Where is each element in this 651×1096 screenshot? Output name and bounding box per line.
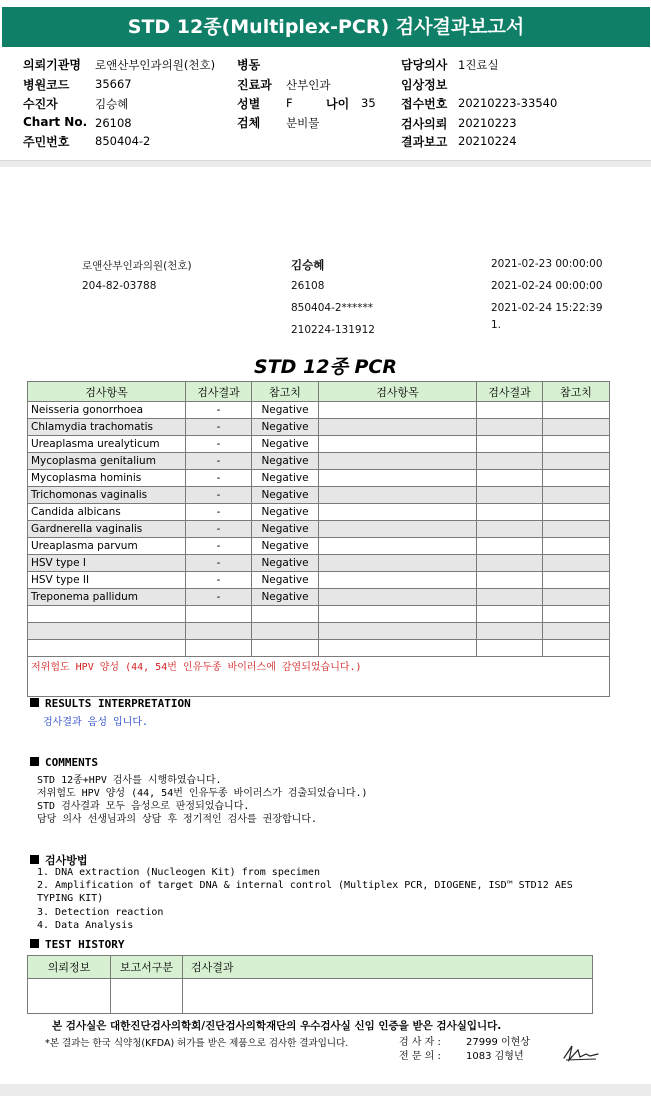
- test-reference: Negative: [252, 555, 319, 572]
- test-result: -: [186, 453, 252, 470]
- test-item: HSV type II: [28, 572, 186, 589]
- pcr-title: STD 12종 PCR: [254, 356, 397, 378]
- report-header: [0, 48, 651, 160]
- test-result: -: [186, 589, 252, 606]
- value-report-date: 20210224: [458, 134, 517, 148]
- info-chart: 26108: [291, 280, 325, 292]
- table-row: [28, 538, 610, 555]
- method-line: 4. Data Analysis: [37, 920, 134, 931]
- value-specimen: 분비물: [286, 116, 320, 130]
- comment-line: 저위험도 HPV 양성 (44, 54번 인유두종 바이러스가 검출되었습니다.): [37, 788, 368, 799]
- test-item: Candida albicans: [28, 504, 186, 521]
- results-text: 검사결과 음성 입니다.: [43, 717, 149, 728]
- info-business-no: 204-82-03788: [82, 280, 157, 292]
- square-bullet-icon: [30, 855, 39, 864]
- test-reference: Negative: [252, 436, 319, 453]
- results-table: [27, 381, 610, 697]
- info-date1: 2021-02-23 00:00:00: [491, 258, 603, 270]
- specialist-label: 전 문 의 :: [399, 1051, 441, 1062]
- table-row-empty: [28, 640, 610, 657]
- table-row: [28, 487, 610, 504]
- table-row: [28, 436, 610, 453]
- test-reference: Negative: [252, 419, 319, 436]
- method-line: 3. Detection reaction: [37, 907, 164, 918]
- method-line: 1. DNA extraction (Nucleogen Kit) from specimen: [37, 867, 320, 878]
- table-row-empty: [28, 623, 610, 640]
- results-heading: RESULTS INTERPRETATION: [30, 697, 191, 710]
- label-report-date: 결과보고: [401, 135, 448, 149]
- test-result: -: [186, 538, 252, 555]
- test-item: Treponema pallidum: [28, 589, 186, 606]
- value-hospital: 로앤산부인과의원(천호): [95, 58, 216, 72]
- method-line: 2. Amplification of target DNA & internal control (Multiplex PCR, DIOGENE, ISD™ STD12 AES: [37, 880, 573, 891]
- test-result: -: [186, 470, 252, 487]
- test-reference: Negative: [252, 402, 319, 419]
- comment-line: STD 12종+HPV 검사를 시행하였습니다.: [37, 775, 222, 786]
- info-date3: 2021-02-24 15:22:39: [491, 302, 603, 314]
- test-reference: Negative: [252, 521, 319, 538]
- square-bullet-icon: [30, 757, 39, 766]
- table-row: [28, 589, 610, 606]
- table-row-empty: [28, 606, 610, 623]
- info-hospital: 로앤산부인과의원(천호): [82, 260, 192, 272]
- table-row: [28, 521, 610, 538]
- label-hospital-code: 병원코드: [23, 78, 70, 92]
- test-result: -: [186, 555, 252, 572]
- label-resident-no: 주민번호: [23, 135, 70, 149]
- test-item: Trichomonas vaginalis: [28, 487, 186, 504]
- label-request-date: 검사의뢰: [401, 117, 448, 131]
- signature-icon: [560, 1040, 602, 1064]
- value-resident-no: 850404-2: [95, 134, 151, 148]
- test-result: -: [186, 521, 252, 538]
- label-specimen: 검체: [237, 116, 261, 130]
- test-result: -: [186, 487, 252, 504]
- test-result: -: [186, 419, 252, 436]
- history-table: [27, 955, 593, 1014]
- history-col-request: 의뢰정보: [28, 956, 111, 979]
- label-clinical-info: 임상정보: [401, 78, 448, 92]
- label-receipt-no: 접수번호: [401, 97, 448, 111]
- value-request-date: 20210223: [458, 116, 517, 130]
- label-department: 진료과: [237, 78, 272, 92]
- method-heading: 검사방법: [30, 852, 88, 868]
- test-item: Gardnerella vaginalis: [28, 521, 186, 538]
- square-bullet-icon: [30, 698, 39, 707]
- specialist-value: 1083 김형년: [466, 1051, 524, 1062]
- tester-label: 검 사 자 :: [399, 1037, 441, 1048]
- label-sex: 성별: [237, 97, 261, 111]
- test-reference: Negative: [252, 589, 319, 606]
- value-chart-no: 26108: [95, 116, 132, 130]
- table-note-row: [28, 657, 610, 697]
- test-item: Mycoplasma hominis: [28, 470, 186, 487]
- test-result: -: [186, 572, 252, 589]
- hpv-note: 저위험도 HPV 양성 (44, 54번 인유두종 바이러스에 감염되었습니다.): [28, 657, 610, 697]
- info-resident: 850404-2******: [291, 302, 374, 314]
- test-result: -: [186, 504, 252, 521]
- header-separator: [0, 160, 651, 167]
- table-row: [28, 453, 610, 470]
- test-reference: Negative: [252, 453, 319, 470]
- method-line: TYPING KIT): [37, 893, 104, 904]
- test-item: Mycoplasma genitalium: [28, 453, 186, 470]
- col-header-reference-2: 참고치: [543, 382, 610, 402]
- test-reference: Negative: [252, 504, 319, 521]
- table-row: [28, 504, 610, 521]
- history-col-report-type: 보고서구분: [111, 956, 183, 979]
- test-reference: Negative: [252, 487, 319, 504]
- label-ward: 병동: [237, 58, 261, 72]
- label-patient: 수진자: [23, 97, 58, 111]
- table-row: [28, 572, 610, 589]
- history-row: [28, 979, 593, 1014]
- col-header-item-2: 검사항목: [319, 382, 477, 402]
- table-row: [28, 555, 610, 572]
- col-header-reference: 참고치: [252, 382, 319, 402]
- test-reference: Negative: [252, 538, 319, 555]
- comments-heading: COMMENTS: [30, 756, 98, 769]
- col-header-result-2: 검사결과: [477, 382, 543, 402]
- history-col-result: 검사결과: [183, 956, 593, 979]
- info-patient: 김승혜: [291, 258, 325, 272]
- test-item: Ureaplasma urealyticum: [28, 436, 186, 453]
- value-receipt-no: 20210223-33540: [458, 96, 558, 110]
- label-doctor: 담당의사: [401, 58, 448, 72]
- info-date2: 2021-02-24 00:00:00: [491, 280, 603, 292]
- col-header-result: 검사결과: [186, 382, 252, 402]
- value-department: 산부인과: [286, 78, 331, 92]
- info-date3-tail: 1.: [491, 319, 502, 331]
- col-header-item: 검사항목: [28, 382, 186, 402]
- square-bullet-icon: [30, 939, 39, 948]
- certification-note: 본 검사실은 대한진단검사의학회/진단검사의학재단의 우수검사실 신임 인증을 받은 검사실입니다.: [52, 1020, 502, 1032]
- test-item: Chlamydia trachomatis: [28, 419, 186, 436]
- table-row: [28, 402, 610, 419]
- test-result: -: [186, 436, 252, 453]
- label-age: 나이: [326, 97, 350, 111]
- value-sex: F: [286, 96, 293, 110]
- history-heading: TEST HISTORY: [30, 938, 124, 951]
- results-table-header: [28, 382, 610, 402]
- test-item: HSV type I: [28, 555, 186, 572]
- test-reference: Negative: [252, 470, 319, 487]
- table-row: [28, 419, 610, 436]
- test-item: Ureaplasma parvum: [28, 538, 186, 555]
- comment-line: 담당 의사 선생님과의 상담 후 정기적인 검사를 권장합니다.: [37, 814, 318, 825]
- test-reference: Negative: [252, 572, 319, 589]
- test-result: -: [186, 402, 252, 419]
- table-row: [28, 470, 610, 487]
- value-age: 35: [361, 96, 376, 110]
- value-patient: 김승혜: [95, 97, 129, 111]
- label-hospital: 의뢰기관명: [23, 58, 81, 72]
- value-doctor: 1진료실: [458, 58, 499, 72]
- test-item: Neisseria gonorrhoea: [28, 402, 186, 419]
- bottom-bar: [0, 1084, 651, 1096]
- info-receipt: 210224-131912: [291, 324, 375, 336]
- tester-value: 27999 이현상: [466, 1037, 530, 1048]
- label-chart-no: Chart No.: [23, 115, 88, 129]
- kfda-note: *본 결과는 한국 식약청(KFDA) 허가를 받은 제품으로 검사한 결과입니다.: [45, 1038, 349, 1049]
- report-title: STD 12종(Multiplex-PCR) 검사결과보고서: [2, 7, 650, 47]
- value-hospital-code: 35667: [95, 77, 132, 91]
- comment-line: STD 검사결과 모두 음성으로 판정되었습니다.: [37, 801, 250, 812]
